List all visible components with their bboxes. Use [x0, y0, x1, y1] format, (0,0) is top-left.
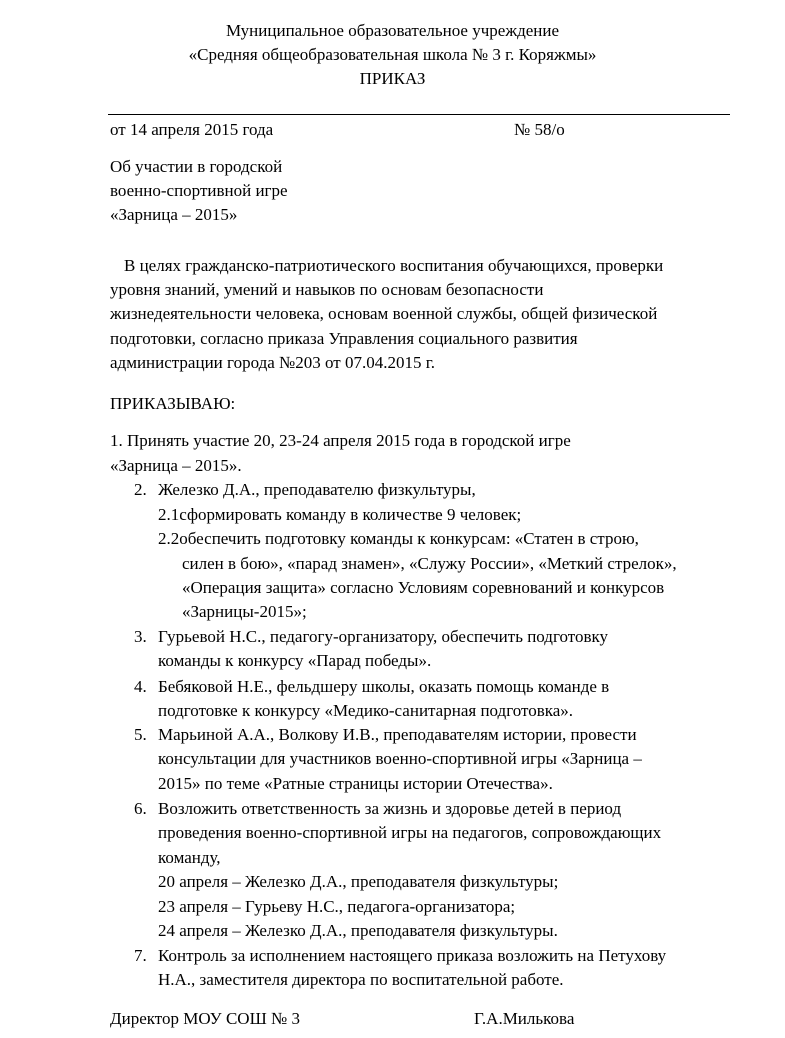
- subject-line: военно-спортивной игре: [110, 181, 288, 200]
- item-2-sub-2-line: силен в бою», «парад знамен», «Служу России», «Меткий стрелок»,: [182, 554, 677, 573]
- preamble-line: подготовки, согласно приказа Управления социального развития: [110, 329, 578, 348]
- preamble-line: администрации города №203 от 07.04.2015 г.: [110, 353, 436, 372]
- item-6-line: 24 апреля – Железко Д.А., преподавателя физкультуры.: [158, 921, 558, 940]
- item-4-line: подготовке к конкурсу «Медико-санитарная подготовка».: [158, 701, 574, 720]
- document-title: ПРИКАЗ: [359, 69, 426, 88]
- signature-name: Г.А.Милькова: [474, 1009, 575, 1028]
- preamble-line: В целях гражданско-патриотического воспитания обучающихся, проверки: [124, 256, 664, 275]
- item-6-line: проведения военно-спортивной игры на педагогов, сопровождающих: [158, 823, 662, 842]
- item-2-sub-1: 2.1сформировать команду в количестве 9 человек;: [158, 505, 522, 524]
- item-6-line: 20 апреля – Железко Д.А., преподавателя физкультуры;: [158, 872, 559, 891]
- item-6-number: 6.: [134, 799, 147, 818]
- item-3-line: Гурьевой Н.С., педагогу-организатору, обеспечить подготовку: [158, 627, 609, 646]
- item-5-line: 2015» по теме «Ратные страницы истории Отечества».: [158, 774, 553, 793]
- item-6-line: команду,: [158, 848, 221, 867]
- subject-line: Об участии в городской: [110, 157, 283, 176]
- item-4-number: 4.: [134, 677, 147, 696]
- item-4-line: Бебяковой Н.Е., фельдшеру школы, оказать помощь команде в: [158, 677, 610, 696]
- item-3-line: команды к конкурсу «Парад победы».: [158, 651, 432, 670]
- item-2-sub-2-line: «Операция защита» согласно Условиям соревнований и конкурсов: [182, 578, 665, 597]
- header-divider: [108, 114, 730, 115]
- order-date: от 14 апреля 2015 года: [110, 120, 274, 139]
- item-2-text: Железко Д.А., преподавателю физкультуры,: [158, 480, 476, 499]
- item-7-number: 7.: [134, 946, 147, 965]
- item-2-sub-2-line: «Зарницы-2015»;: [182, 602, 307, 621]
- order-number: № 58/о: [514, 120, 565, 139]
- item-3-number: 3.: [134, 627, 147, 646]
- item-6-line: Возложить ответственность за жизнь и здоровье детей в период: [158, 799, 622, 818]
- order-word: ПРИКАЗЫВАЮ:: [110, 394, 236, 413]
- item-7-line: Контроль за исполнением настоящего приказа возложить на Петухову: [158, 946, 667, 965]
- item-6-line: 23 апреля – Гурьеву Н.С., педагога-организатора;: [158, 897, 516, 916]
- header-institution-line: Муниципальное образовательное учреждение: [225, 21, 560, 40]
- item-2-sub-2-line: 2.2обеспечить подготовку команды к конкурсам: «Статен в строю,: [158, 529, 639, 548]
- item-5-number: 5.: [134, 725, 147, 744]
- subject-line: «Зарница – 2015»: [110, 205, 238, 224]
- header-school-name: «Средняя общеобразовательная школа № 3 г. Коряжмы»: [188, 45, 597, 64]
- preamble-line: жизнедеятельности человека, основам военной службы, общей физической: [110, 304, 658, 323]
- item-1-line: «Зарница – 2015».: [110, 456, 242, 475]
- item-7-line: Н.А., заместителя директора по воспитательной работе.: [158, 970, 564, 989]
- item-2-number: 2.: [134, 480, 147, 499]
- item-5-line: Марьиной А.А., Волкову И.В., преподавателям истории, провести: [158, 725, 637, 744]
- item-5-line: консультации для участников военно-спортивной игры «Зарница –: [158, 749, 642, 768]
- signature-position: Директор МОУ СОШ № 3: [110, 1009, 300, 1028]
- preamble-line: уровня знаний, умений и навыков по основам безопасности: [110, 280, 544, 299]
- item-1-line: 1. Принять участие 20, 23-24 апреля 2015 года в городской игре: [110, 431, 571, 450]
